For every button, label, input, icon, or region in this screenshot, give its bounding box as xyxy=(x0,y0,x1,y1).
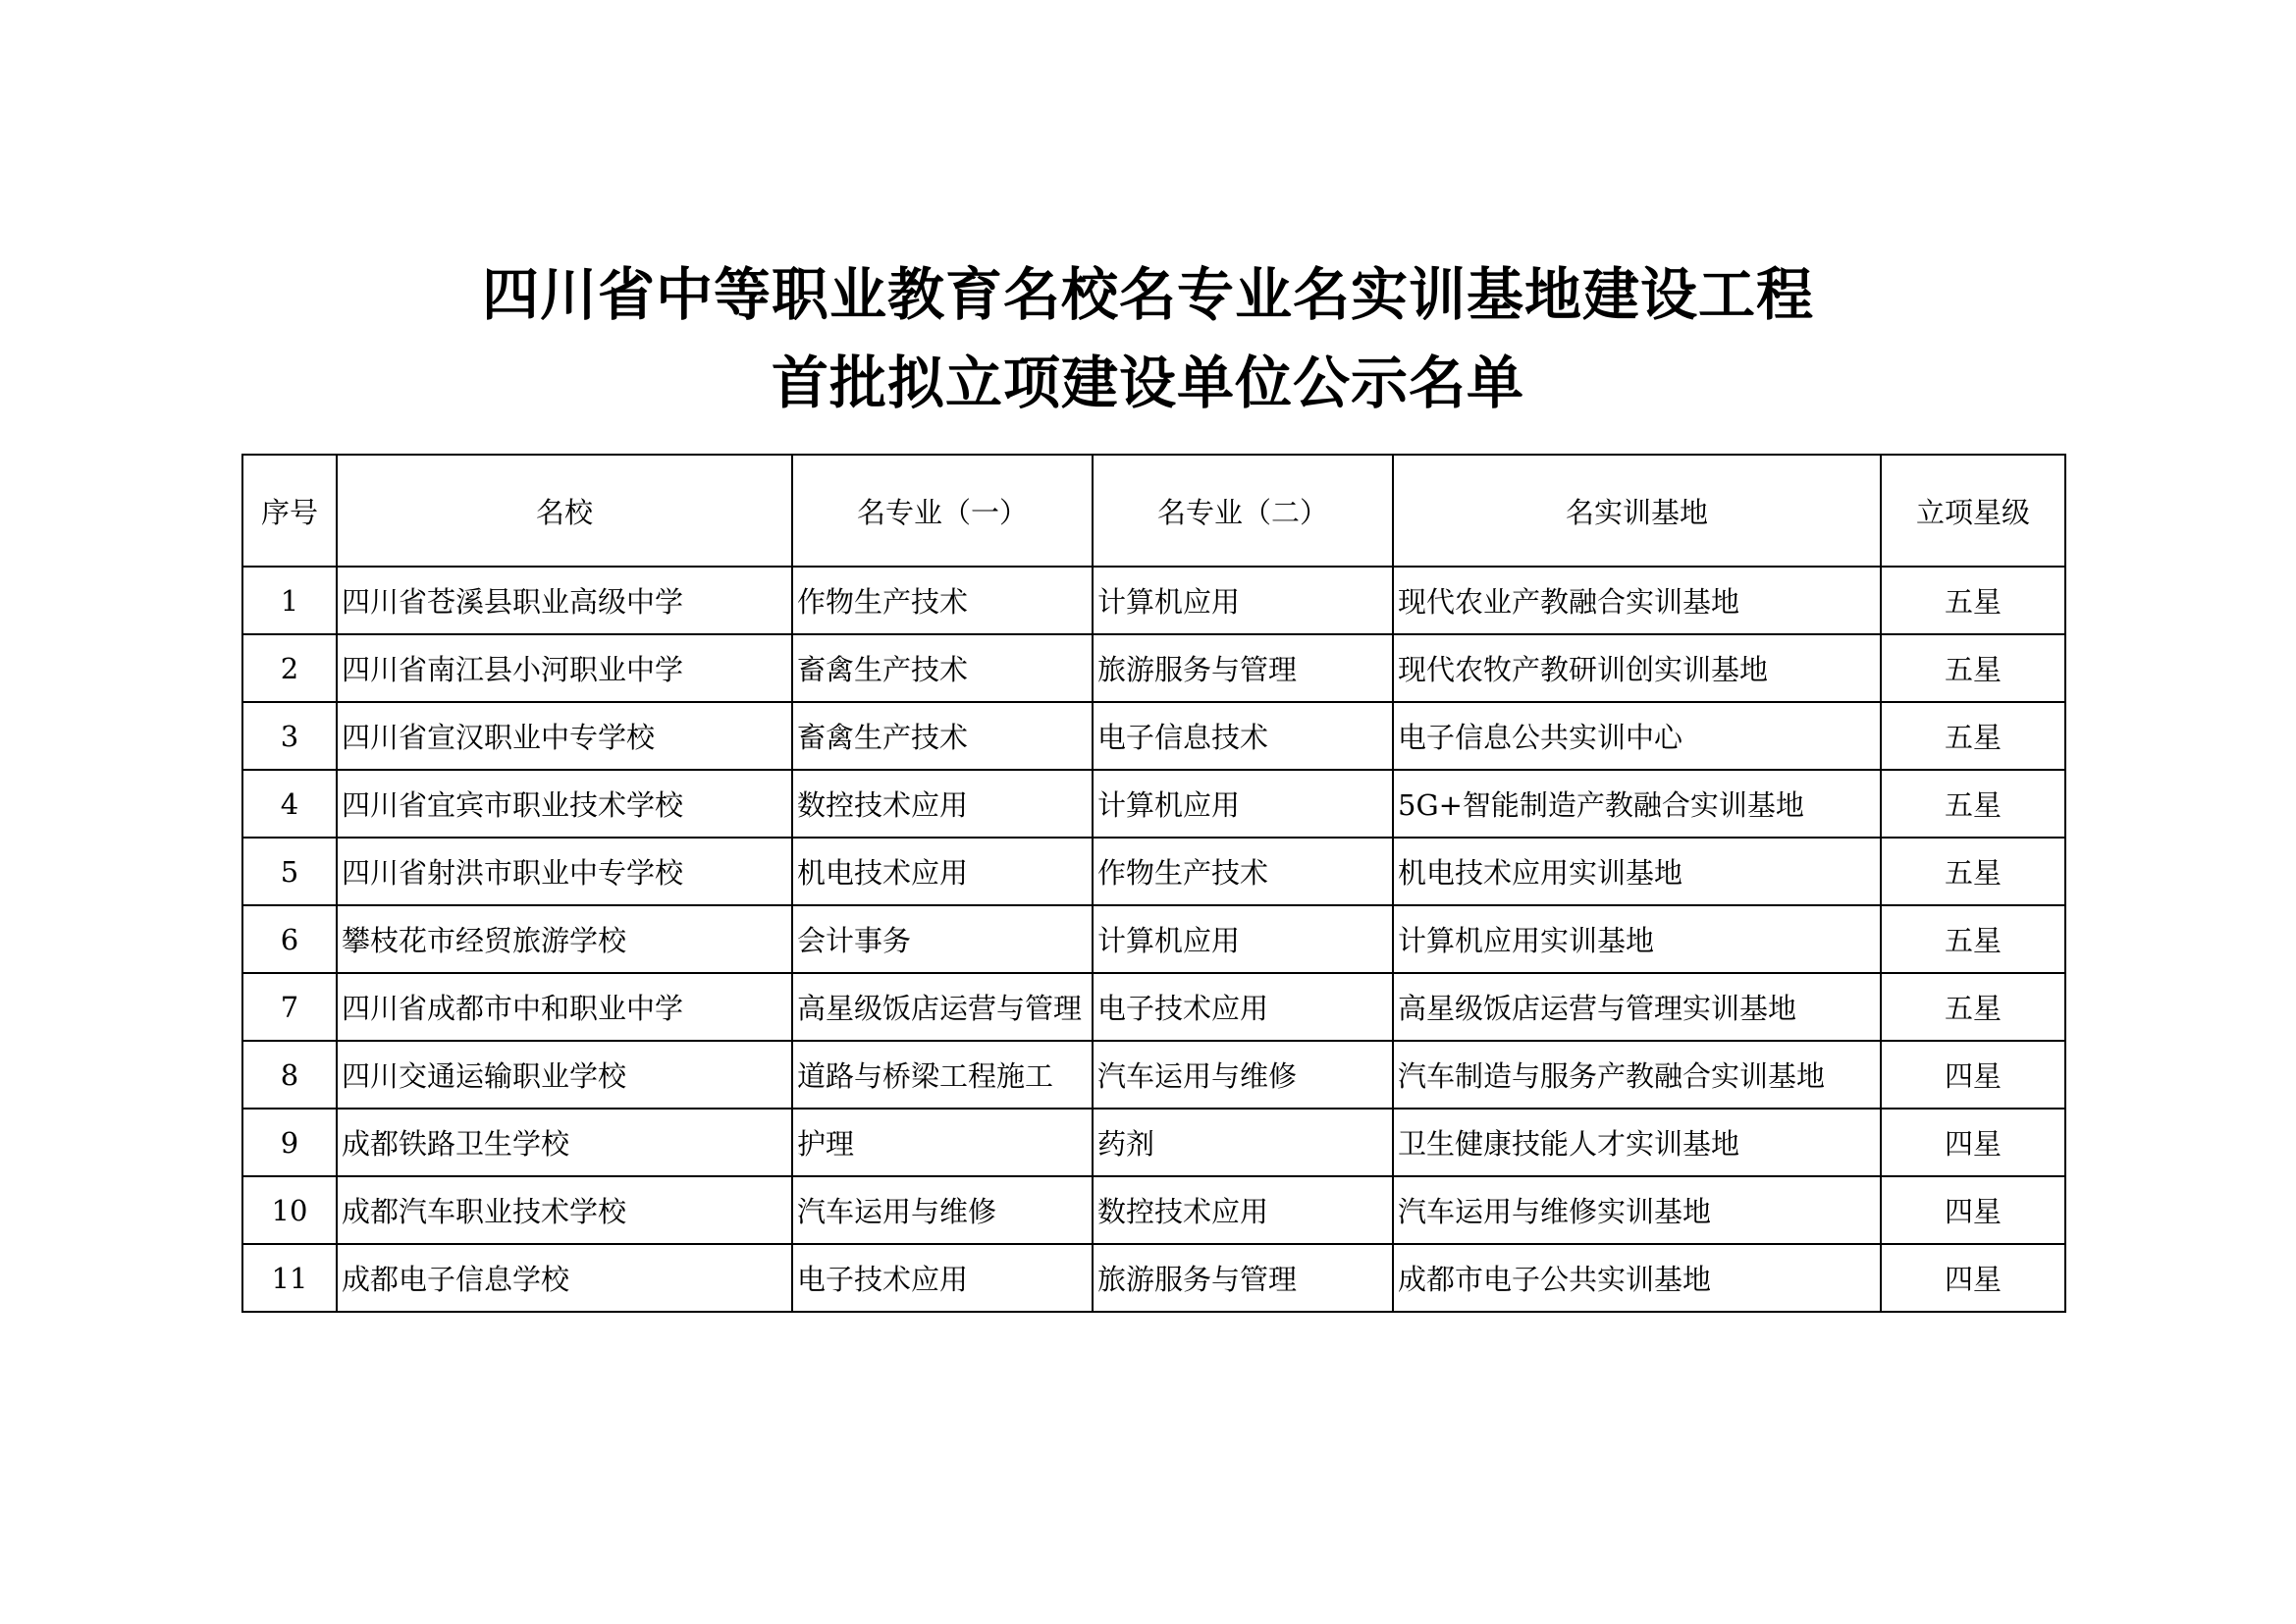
training-base-cell: 卫生健康技能人才实训基地 xyxy=(1393,1109,1881,1176)
star-rating-cell: 四星 xyxy=(1881,1041,2065,1109)
school-cell: 成都电子信息学校 xyxy=(337,1244,792,1312)
table-row xyxy=(242,1176,2065,1244)
serial-number-cell: 7 xyxy=(242,973,337,1041)
star-rating-cell: 五星 xyxy=(1881,973,2065,1041)
school-cell: 四川交通运输职业学校 xyxy=(337,1041,792,1109)
header-major-two: 名专业（二） xyxy=(1093,455,1393,567)
major-one-cell: 电子技术应用 xyxy=(792,1244,1093,1312)
table-row xyxy=(242,770,2065,838)
star-rating-cell: 五星 xyxy=(1881,770,2065,838)
training-base-cell: 电子信息公共实训中心 xyxy=(1393,702,1881,770)
star-rating-cell: 五星 xyxy=(1881,702,2065,770)
major-two-cell: 计算机应用 xyxy=(1093,567,1393,634)
major-two-cell: 旅游服务与管理 xyxy=(1093,634,1393,702)
table-row xyxy=(242,1041,2065,1109)
major-two-cell: 数控技术应用 xyxy=(1093,1176,1393,1244)
header-training-base: 名实训基地 xyxy=(1393,455,1881,567)
school-cell: 成都汽车职业技术学校 xyxy=(337,1176,792,1244)
title-line-1: 四川省中等职业教育名校名专业名实训基地建设工程 xyxy=(481,261,1814,328)
serial-number-cell: 6 xyxy=(242,905,337,973)
star-rating-cell: 五星 xyxy=(1881,567,2065,634)
table-row xyxy=(242,838,2065,905)
table-body xyxy=(242,567,2065,1312)
star-rating-cell: 五星 xyxy=(1881,905,2065,973)
project-list-table xyxy=(241,454,2066,1313)
star-rating-cell: 四星 xyxy=(1881,1176,2065,1244)
serial-number-cell: 1 xyxy=(242,567,337,634)
major-one-cell: 作物生产技术 xyxy=(792,567,1093,634)
table-row xyxy=(242,973,2065,1041)
header-row xyxy=(242,455,2065,567)
document-title xyxy=(0,250,2296,427)
school-cell: 四川省宣汉职业中专学校 xyxy=(337,702,792,770)
training-base-cell: 计算机应用实训基地 xyxy=(1393,905,1881,973)
training-base-cell: 汽车制造与服务产教融合实训基地 xyxy=(1393,1041,1881,1109)
star-rating-cell: 五星 xyxy=(1881,838,2065,905)
serial-number-cell: 3 xyxy=(242,702,337,770)
school-cell: 攀枝花市经贸旅游学校 xyxy=(337,905,792,973)
school-cell: 成都铁路卫生学校 xyxy=(337,1109,792,1176)
major-one-cell: 汽车运用与维修 xyxy=(792,1176,1093,1244)
major-one-cell: 畜禽生产技术 xyxy=(792,702,1093,770)
serial-number-cell: 10 xyxy=(242,1176,337,1244)
school-cell: 四川省射洪市职业中专学校 xyxy=(337,838,792,905)
table-row xyxy=(242,634,2065,702)
serial-number-cell: 11 xyxy=(242,1244,337,1312)
major-one-cell: 高星级饭店运营与管理 xyxy=(792,973,1093,1041)
major-two-cell: 电子信息技术 xyxy=(1093,702,1393,770)
table-header xyxy=(242,455,2065,567)
header-major-one: 名专业（一） xyxy=(792,455,1093,567)
training-base-cell: 5G+智能制造产教融合实训基地 xyxy=(1393,770,1881,838)
serial-number-cell: 2 xyxy=(242,634,337,702)
major-one-cell: 护理 xyxy=(792,1109,1093,1176)
major-one-cell: 道路与桥梁工程施工 xyxy=(792,1041,1093,1109)
major-two-cell: 电子技术应用 xyxy=(1093,973,1393,1041)
table-row xyxy=(242,1244,2065,1312)
header-serial-number: 序号 xyxy=(242,455,337,567)
school-cell: 四川省苍溪县职业高级中学 xyxy=(337,567,792,634)
school-cell: 四川省宜宾市职业技术学校 xyxy=(337,770,792,838)
star-rating-cell: 四星 xyxy=(1881,1109,2065,1176)
table-row xyxy=(242,702,2065,770)
header-school: 名校 xyxy=(337,455,792,567)
table-row xyxy=(242,905,2065,973)
header-star-rating: 立项星级 xyxy=(1881,455,2065,567)
serial-number-cell: 5 xyxy=(242,838,337,905)
title-line-2: 首批拟立项建设单位公示名单 xyxy=(771,350,1524,416)
training-base-cell: 成都市电子公共实训基地 xyxy=(1393,1244,1881,1312)
serial-number-cell: 9 xyxy=(242,1109,337,1176)
school-cell: 四川省成都市中和职业中学 xyxy=(337,973,792,1041)
training-base-cell: 高星级饭店运营与管理实训基地 xyxy=(1393,973,1881,1041)
major-one-cell: 会计事务 xyxy=(792,905,1093,973)
training-base-cell: 现代农业产教融合实训基地 xyxy=(1393,567,1881,634)
star-rating-cell: 四星 xyxy=(1881,1244,2065,1312)
major-two-cell: 作物生产技术 xyxy=(1093,838,1393,905)
major-two-cell: 计算机应用 xyxy=(1093,770,1393,838)
major-two-cell: 汽车运用与维修 xyxy=(1093,1041,1393,1109)
major-one-cell: 机电技术应用 xyxy=(792,838,1093,905)
training-base-cell: 现代农牧产教研训创实训基地 xyxy=(1393,634,1881,702)
training-base-cell: 汽车运用与维修实训基地 xyxy=(1393,1176,1881,1244)
major-one-cell: 畜禽生产技术 xyxy=(792,634,1093,702)
major-one-cell: 数控技术应用 xyxy=(792,770,1093,838)
school-cell: 四川省南江县小河职业中学 xyxy=(337,634,792,702)
major-two-cell: 药剂 xyxy=(1093,1109,1393,1176)
table-row xyxy=(242,1109,2065,1176)
training-base-cell: 机电技术应用实训基地 xyxy=(1393,838,1881,905)
table-row xyxy=(242,567,2065,634)
major-two-cell: 计算机应用 xyxy=(1093,905,1393,973)
major-two-cell: 旅游服务与管理 xyxy=(1093,1244,1393,1312)
serial-number-cell: 4 xyxy=(242,770,337,838)
star-rating-cell: 五星 xyxy=(1881,634,2065,702)
serial-number-cell: 8 xyxy=(242,1041,337,1109)
